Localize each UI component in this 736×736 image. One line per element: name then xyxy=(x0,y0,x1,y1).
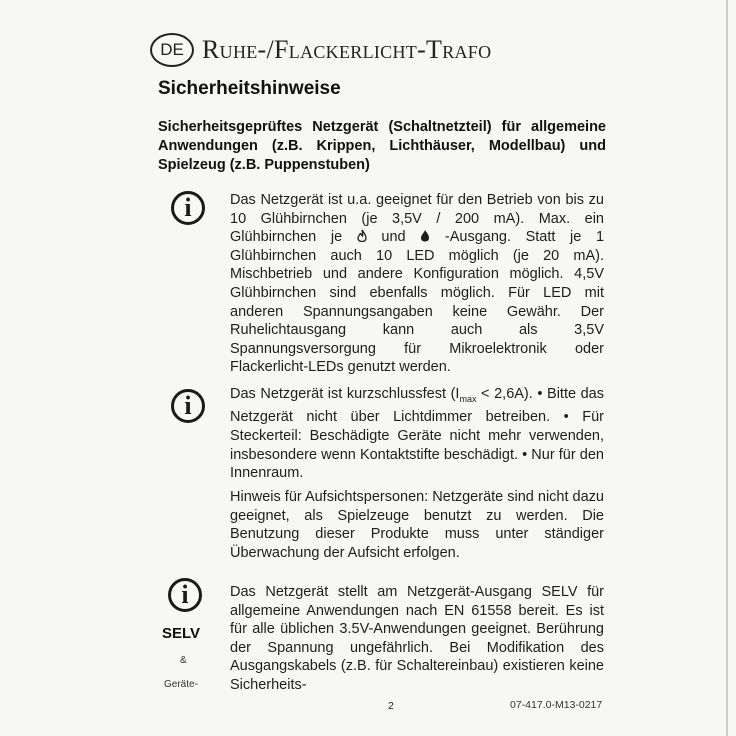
paragraph-bulbs-text-c: -Ausgang. Statt je 1 Glühbirnchen auch 10 LED möglich (je 20 mA). Mischbetrieb und andere Konfiguration möglich. 4,5V Glühbirnchen sind ebenfalls möglich. Für LED mit anderen Spannungsangaben keine Gewähr. Der Ruhelichtausgang kann auch als 3,5V Spannungsversorgung für Mikroelektronik oder Flackerlicht-LEDs genutzt werden. xyxy=(230,229,605,376)
language-badge: DE xyxy=(150,33,194,67)
info-icon: i xyxy=(168,578,202,612)
selv-ampersand: & xyxy=(180,655,187,666)
section-title: Sicherheitshinweise xyxy=(158,78,341,99)
paragraph-selv: Das Netzgerät stellt am Netzgerät-Ausgang SELV für allgemeine Anwendungen nach EN 61558 bereit. Es ist für alle üblichen 3.5V-Anwendungen geeignet. Berührung der Spannung ungefährlich. Bei Modifikation des Ausgangskabels (z.B. für Schaltereinbau) existieren keine Sicherheits- xyxy=(230,584,604,693)
paragraph-supervisors: Hinweis für Aufsichtspersonen: Netzgeräte sind nicht dazu geeignet, als Spielzeuge benutzt zu werden. Die Benutzung dieser Produkte muss unter ständiger Überwachung der Aufsicht erfolgen. xyxy=(230,489,604,561)
document-code: 07-417.0-M13-0217 xyxy=(510,699,603,711)
paragraph-short-circuit-text-b: < 2,6A). • Bitte das Netzgerät nicht über Lichtdimmer betreiben. • Für Steckerteil: Beschädigte Geräte nicht mehr verwenden, insbesondere wenn Kontaktstifte beschädigt. • Nur für den Innenraum. xyxy=(230,386,604,482)
page-number: 2 xyxy=(388,700,394,712)
paragraph-bulbs-text-b: und xyxy=(366,229,421,246)
current-subscript: max xyxy=(459,393,477,404)
page-edge-line xyxy=(726,0,728,736)
paragraph-short-circuit-text-a: Das Netzgerät ist kurzschlussfest (I xyxy=(230,386,460,402)
paragraph-short-circuit xyxy=(230,385,604,483)
selv-label: SELV xyxy=(162,625,201,642)
selv-geraete-label: Geräte- xyxy=(164,679,198,690)
info-icon: i xyxy=(171,389,205,423)
paragraph-bulbs-text-a: Das Netzgerät ist u.a. geeignet für den Betrieb von bis zu 10 Glühbirnchen (je 3,5V / 200 mA). Max. ein Glühbirnchen je xyxy=(230,192,604,246)
info-icon: i xyxy=(171,191,205,225)
flicker-flame-icon xyxy=(357,229,367,242)
document-title: Ruhe-/Flackerlicht-Trafo xyxy=(202,35,492,64)
page-header xyxy=(150,30,491,70)
paragraph-bulbs xyxy=(230,191,604,377)
steady-flame-icon xyxy=(420,229,430,242)
intro-paragraph: Sicherheitsgeprüftes Netzgerät (Schaltnetzteil) für allgemeine Anwendungen (z.B. Krippen, Lichthäuser, Modellbau) und Spielzeug (z.B. Puppenstuben) xyxy=(158,119,606,173)
